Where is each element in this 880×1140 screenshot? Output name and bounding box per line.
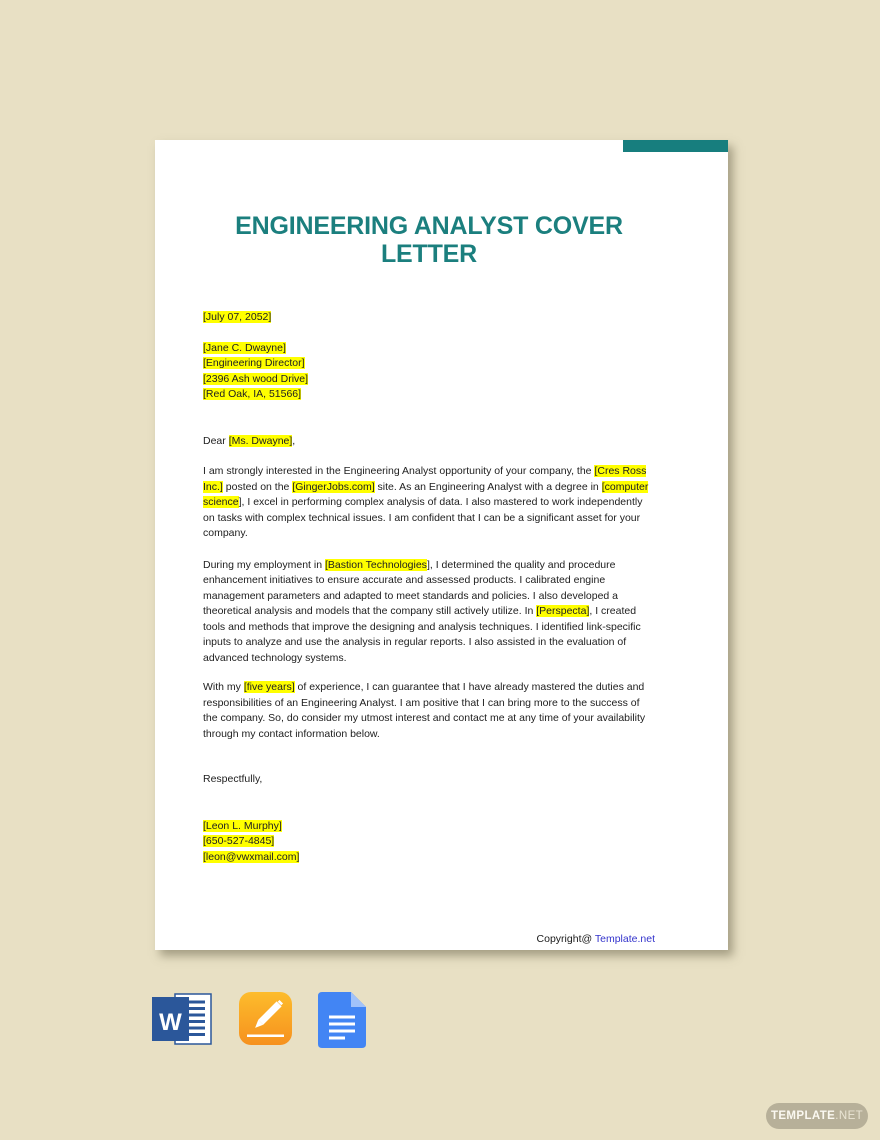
signature-block (203, 819, 655, 866)
highlighted-line: [Jane C. Dwayne] (203, 341, 286, 354)
recipient-block (203, 341, 655, 403)
copyright-line (537, 933, 655, 945)
highlighted-line: [650-527-4845] (203, 835, 275, 847)
salutation: Dear [Ms. Dwayne], (203, 434, 296, 447)
paragraph-2: During my employment in [Bastion Technologies], I determined the quality and procedure enhancement initiatives to ensure accurate and assessed products. I calibrated engine management parameters and adapted to meet standards and policies. I also developed a theoretical analysis and models that the company still actively utilize. In [Perspecta], I created tools and methods that improve the designing and analysis techniques. I identified link-specific inputs to analyze and use the analysis in regular reports. I also assisted in the evaluation of advanced technology systems. (203, 558, 641, 664)
closing-line: Respectfully, (203, 773, 263, 785)
watermark-rest-text: .NET (835, 1110, 864, 1122)
document-page (155, 140, 728, 950)
paragraph-3: With my [five years] of experience, I can guarantee that I have already mastered the duties and responsibilities of an Engineering Analyst. I am positive that I can bring more to the success of the company. So, do consider my utmost interest and contact me at any time of your availability through my contact information below. (203, 681, 646, 740)
highlighted-line: [Leon L. Murphy] (203, 819, 282, 832)
highlighted-line: [2396 Ash wood Drive] (203, 372, 309, 385)
watermark-bold-text: TEMPLATE (770, 1110, 836, 1122)
copyright-text: Copyright@ (536, 933, 595, 945)
google-docs-icon[interactable] (318, 992, 366, 1053)
template-net-link[interactable]: Template.net (594, 933, 655, 945)
template-net-watermark (766, 1103, 868, 1129)
highlighted-line: [leon@vwxmail.com] (203, 850, 300, 863)
svg-text:W: W (159, 1009, 182, 1036)
date-line (203, 310, 655, 326)
apple-pages-icon[interactable] (239, 992, 292, 1050)
paragraph-1: I am strongly interested in the Engineering Analyst opportunity of your company, the [Cres Ross Inc.] posted on the [GingerJobs.com] site. As an Engineering Analyst with a degree in [computer science], I excel in performing complex analysis of data. I also mastered to work independently on tasks with complex technical issues. I am confident that I can be a significant asset for your company. (203, 465, 649, 539)
highlighted-line: [Engineering Director] (203, 357, 305, 369)
date-text: [July 07, 2052] (203, 311, 272, 323)
page-title: ENGINEERING ANALYST COVER LETTER (235, 212, 623, 268)
highlighted-line: [Red Oak, IA, 51566] (203, 388, 302, 400)
ms-word-icon[interactable] (152, 992, 213, 1051)
teal-accent-bar (623, 140, 728, 152)
format-icons-row (152, 992, 366, 1053)
